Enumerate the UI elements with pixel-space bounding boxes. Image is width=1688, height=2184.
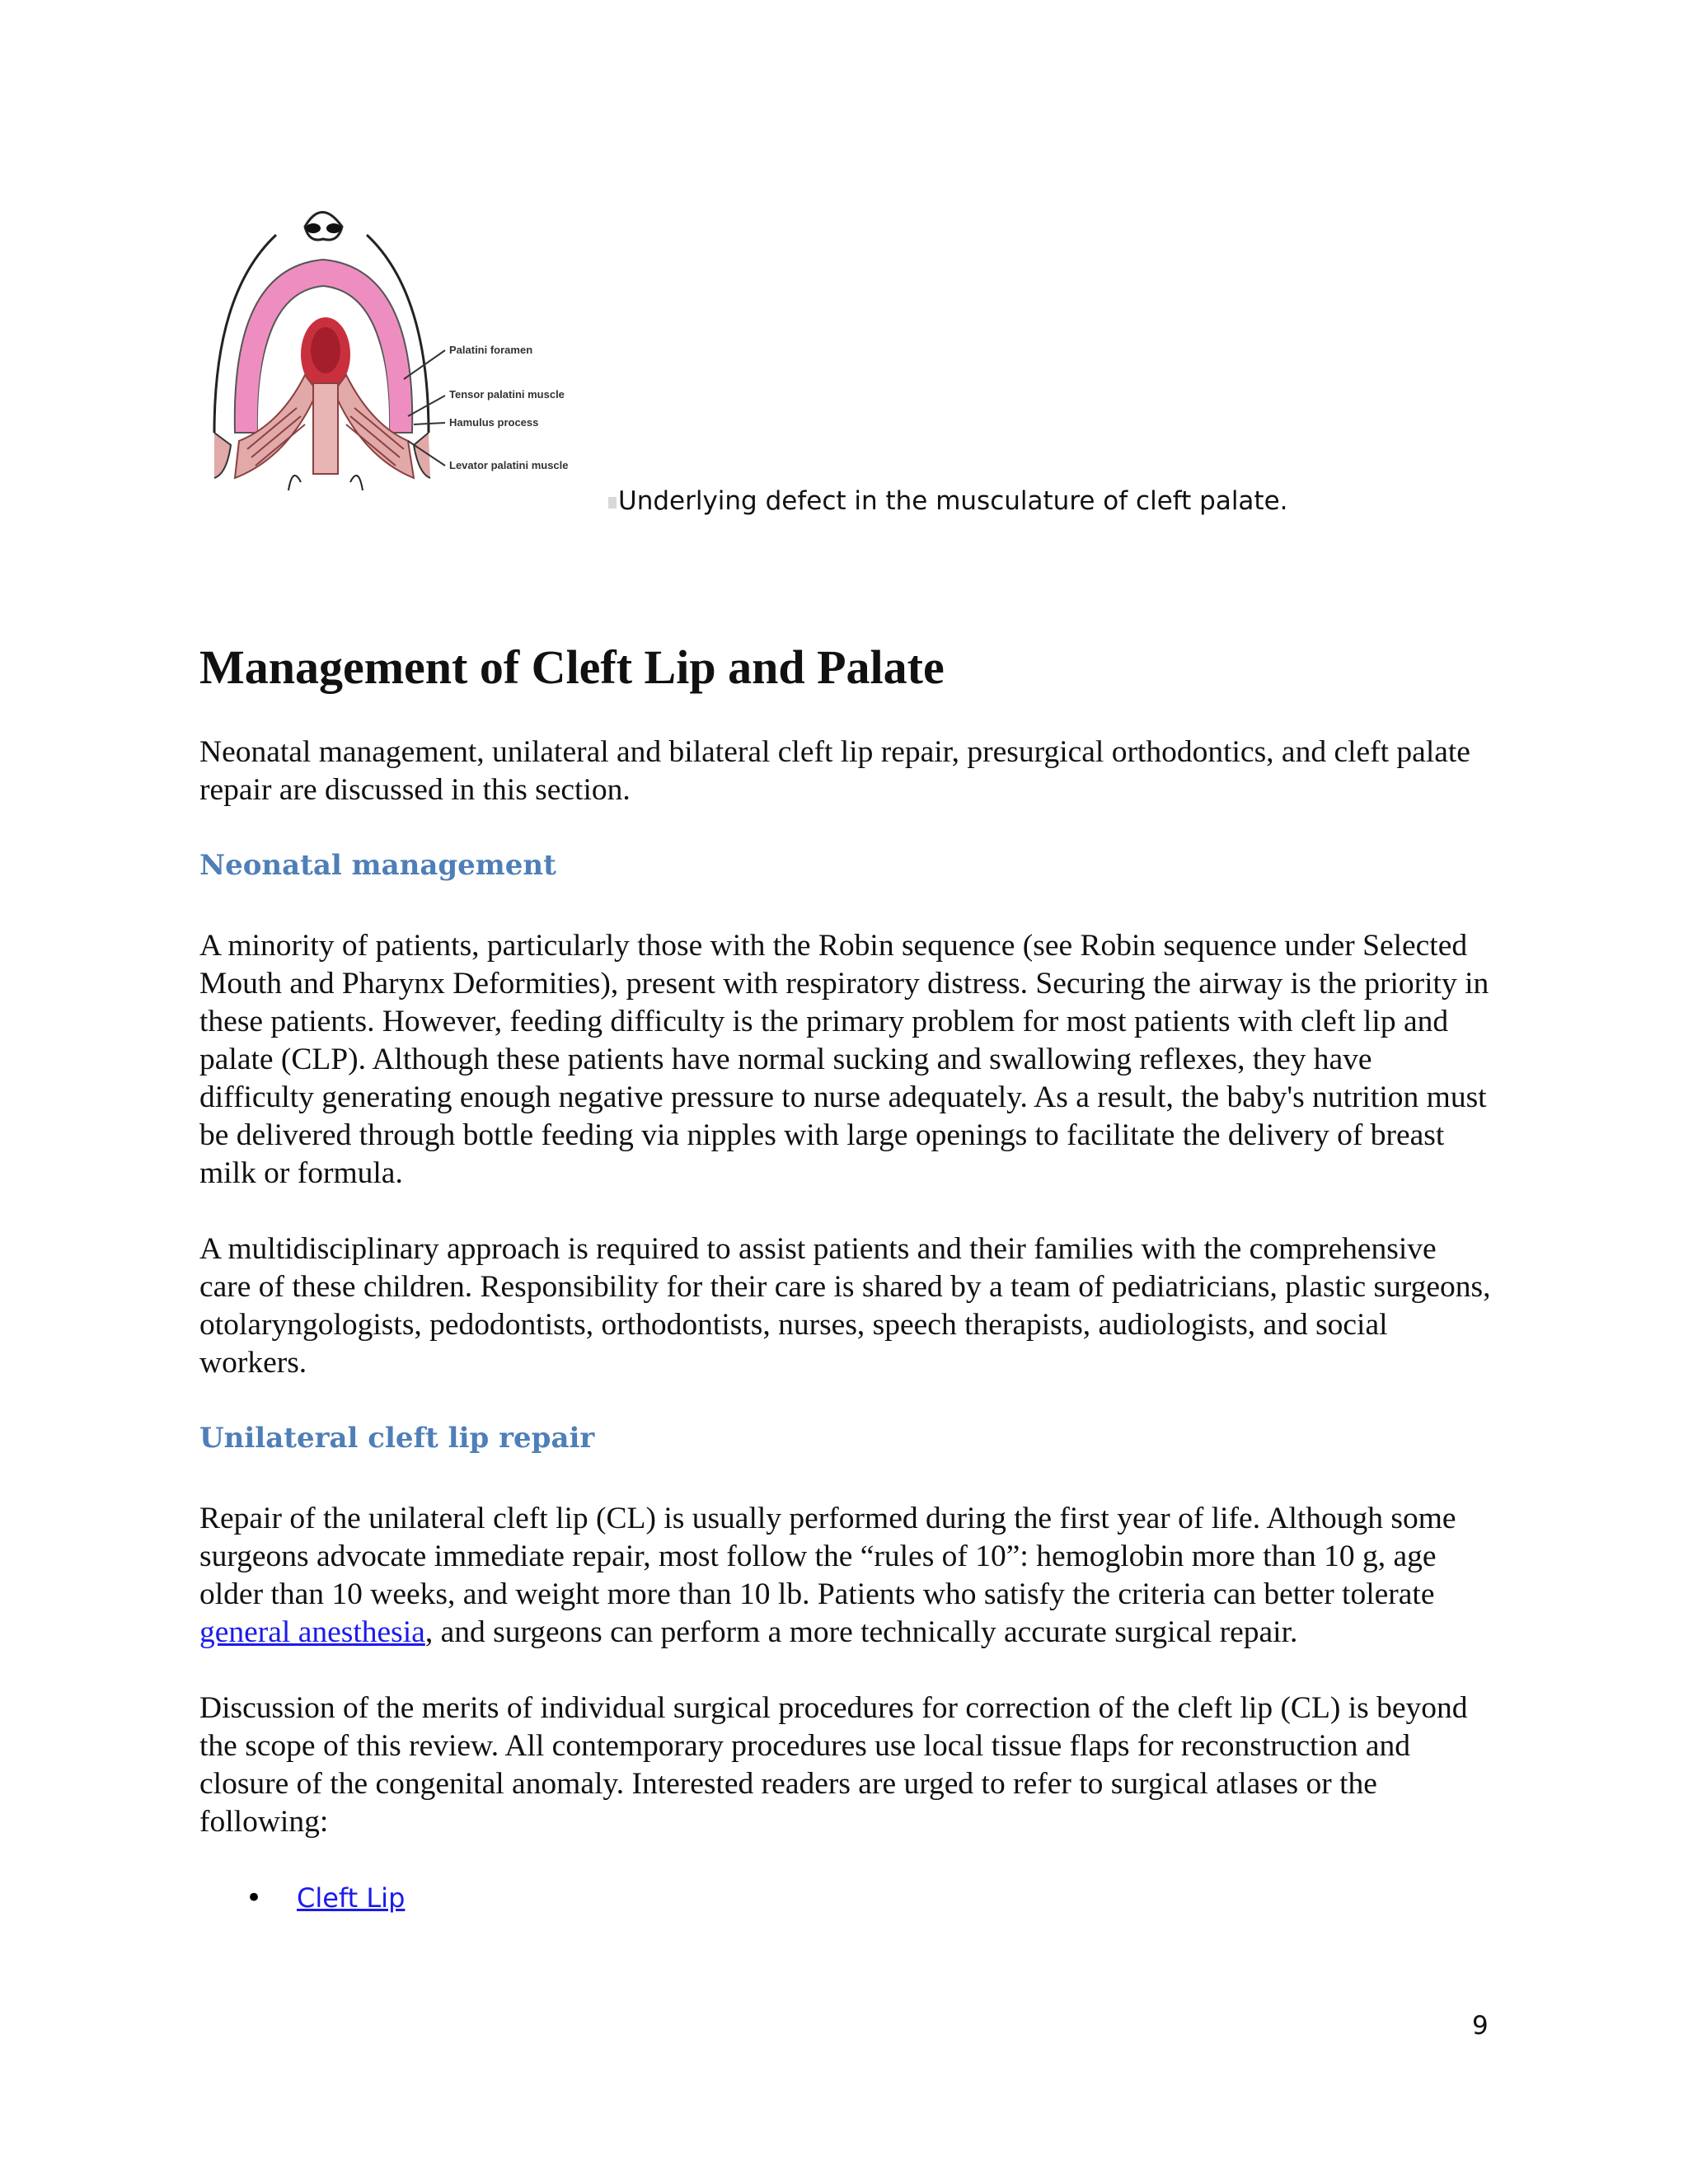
unilateral-paragraph-2: Discussion of the merits of individual surgical procedures for correction of the cleft lip (CL) is beyond the scope of this review. All contemporary procedures use local tissue flaps for reconstruction and closure of the congenital anomaly. Interested readers are urged to refer to surgical atlases or the following:: [199, 1691, 1468, 1839]
main-content: [199, 635, 1493, 1917]
figure-label-levator-palatini: Levator palatini muscle: [449, 459, 569, 471]
figure-label-palatini-foramen: Palatini foramen: [449, 344, 533, 356]
figure-caption-text: Underlying defect in the musculature of cleft palate.: [618, 486, 1288, 516]
intro-paragraph: Neonatal management, unilateral and bilateral cleft lip repair, presurgical orthodontics, and cleft palate repair are discussed in this section.: [199, 735, 1470, 807]
bullet-icon: •: [246, 1882, 263, 1915]
reference-list: [199, 1879, 1493, 1917]
section-heading-neonatal: Neonatal management: [199, 849, 556, 882]
palate-musculature-diagram: [198, 194, 626, 515]
unilateral-p1-text-after: , and surgeons can perform a more technically accurate surgical repair.: [424, 1615, 1298, 1649]
cleft-lip-link[interactable]: Cleft Lip: [297, 1882, 406, 1914]
list-item: [199, 1879, 1493, 1917]
unilateral-p1-text-before: Repair of the unilateral cleft lip (CL) is usually performed during the first year of life. Although some surgeons advocate immediate repair, most follow the “rules of 10”: hemoglobin more than 10 g, age older than 10 weeks, and weight more than 10 lb. Patients who satisfy the criteria can better tolerate: [199, 1502, 1456, 1611]
neonatal-paragraph-2: A multidisciplinary approach is required to assist patients and their families with the comprehensive care of these children. Responsibility for their care is shared by a team of pediatricians, plastic surgeons, otolaryngologists, pedodontists, orthodontists, nurses, speech therapists, audiologists, and social workers.: [199, 1232, 1491, 1380]
figure-label-hamulus-process: Hamulus process: [449, 416, 539, 429]
neonatal-paragraph-1: A minority of patients, particularly those with the Robin sequence (see Robin sequence under Selected Mouth and Pharynx Deformities), present with respiratory distress. Securing the airway is the priority in these patients. However, feeding difficulty is the primary problem for most patients with cleft lip and palate (CLP). Although these patients have normal sucking and swallowing reflexes, they have difficulty generating enough negative pressure to nurse adequately. As a result, the baby's nutrition must be delivered through bottle feeding via nipples with large openings to facilitate the delivery of breast milk or formula.: [199, 929, 1489, 1190]
figure-label-tensor-palatini: Tensor palatini muscle: [449, 388, 565, 401]
unilateral-paragraph-1: [199, 1500, 1493, 1652]
broken-image-icon: [608, 497, 617, 509]
page-number: 9: [1472, 2011, 1489, 2041]
figure-caption: [608, 486, 1288, 516]
cleft-palate-figure: [198, 194, 626, 515]
section-heading-unilateral: Unilateral cleft lip repair: [199, 1422, 595, 1455]
page-title: Management of Cleft Lip and Palate: [199, 640, 945, 694]
general-anesthesia-link[interactable]: general anesthesia: [199, 1615, 425, 1649]
